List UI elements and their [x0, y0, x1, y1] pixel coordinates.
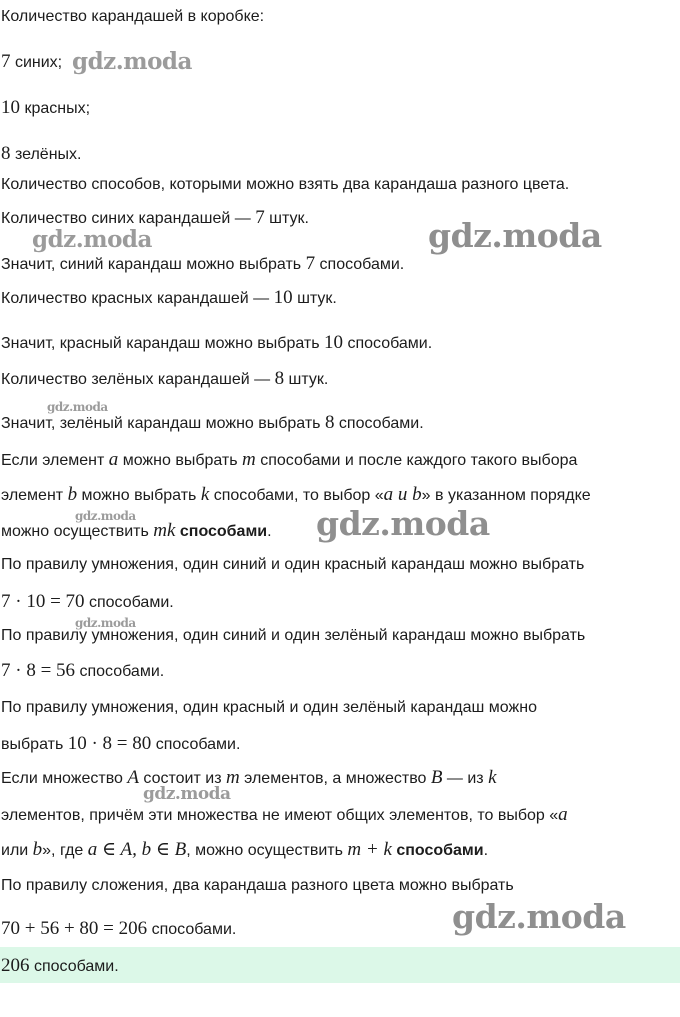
text-line: Значит, синий карандаш можно выбрать 7 способами.: [1, 253, 405, 274]
text-line: Количество способов, которыми можно взять два карандаша разного цвета.: [1, 176, 570, 193]
text-line: Если элемент a можно выбрать m способами и после каждого такого выбора: [1, 449, 578, 470]
watermark: gdz.moda: [316, 504, 490, 543]
text-line: 7 · 8 = 56 способами.: [1, 660, 165, 681]
text-line: Количество зелёных карандашей — 8 штук.: [1, 368, 329, 389]
text-line: элемент b можно выбрать k способами, то выбор «a и b» в указанном порядке: [1, 484, 591, 505]
text-line: элементов, причём эти множества не имеют общих элементов, то выбор «a: [1, 804, 568, 825]
watermark: gdz.moda: [75, 616, 136, 630]
text-line: По правилу сложения, два карандаша разного цвета можно выбрать: [1, 877, 514, 894]
text-line: Количество красных карандашей — 10 штук.: [1, 287, 337, 308]
text-line: Количество синих карандашей — 7 штук.: [1, 207, 309, 228]
watermark: gdz.moda: [452, 897, 626, 936]
watermark: gdz.moda: [143, 784, 231, 804]
text-line: или b», где a ∈ A, b ∈ B, можно осуществить m + k способами.: [1, 839, 489, 860]
watermark: gdz.moda: [428, 216, 602, 255]
text-line: 8 зелёных.: [1, 143, 82, 164]
text-line: 70 + 56 + 80 = 206 способами.: [1, 918, 237, 939]
text-line: Значит, красный карандаш можно выбрать 10 способами.: [1, 332, 433, 353]
answer-text: 206 способами.: [1, 955, 119, 976]
text-line: Если множество A состоит из m элементов, а множество B — из k: [1, 767, 497, 788]
watermark: gdz.moda: [47, 400, 108, 414]
text-line: Количество карандашей в коробке:: [1, 8, 265, 25]
text-line: 7 · 10 = 70 способами.: [1, 591, 174, 612]
text-line: можно осуществить mk способами.: [1, 520, 272, 541]
watermark: gdz.moda: [72, 48, 192, 75]
text-line: выбрать 10 · 8 = 80 способами.: [1, 733, 241, 754]
text-line: Значит, зелёный карандаш можно выбрать 8 способами.: [1, 412, 424, 433]
text-line: По правилу умножения, один синий и один зелёный карандаш можно выбрать: [1, 627, 586, 644]
watermark: gdz.moda: [32, 226, 152, 253]
text-line: По правилу умножения, один красный и один зелёный карандаш можно: [1, 699, 537, 716]
text-line: 10 красных;: [1, 97, 91, 118]
text-line: 7 синих;: [1, 51, 63, 72]
text-line: По правилу умножения, один синий и один красный карандаш можно выбрать: [1, 556, 585, 573]
watermark: gdz.moda: [75, 509, 136, 523]
answer-box: [0, 947, 680, 983]
